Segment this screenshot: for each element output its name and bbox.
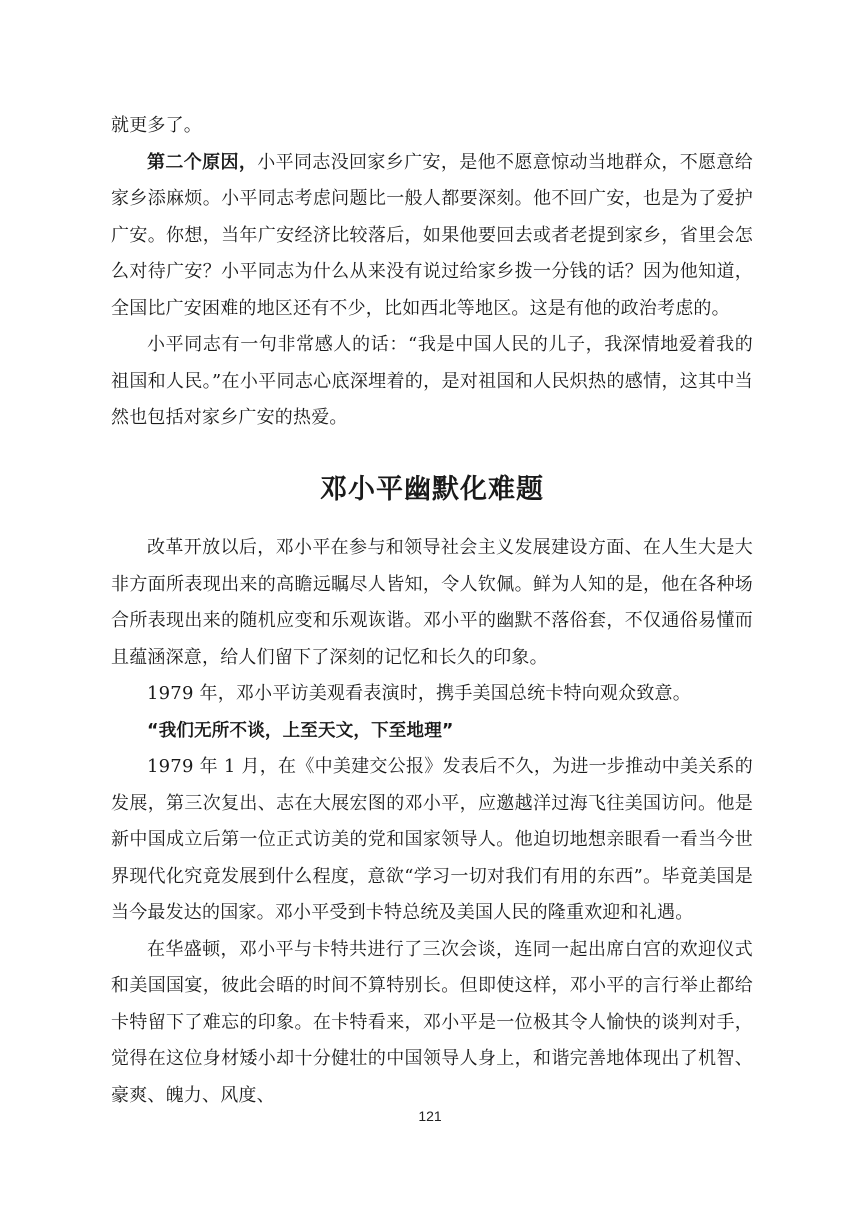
previous-section-continuation (111, 108, 753, 437)
paragraph-quote: 小平同志有一句非常感人的话：“我是中国人民的儿子，我深情地爱着我的祖国和人民。”在小平同志心底深埋着的，是对祖国和人民炽热的感情，这其中当然也包括对家乡广安的热爱。 (111, 334, 753, 428)
paragraph-photo-caption: 1979 年，邓小平访美观看表演时，携手美国总统卡特向观众致意。 (147, 683, 691, 704)
paragraph-intro: 改革开放以后，邓小平在参与和领导社会主义发展建设方面、在人生大是大非方面所表现出来的高瞻远瞩尽人皆知，令人钦佩。鲜为人知的是，他在各种场合所表现出来的随机应变和乐观诙谐。邓小平的幽默不落俗套，不仅通俗易懂而且蕴涵深意，给人们留下了深刻的记忆和长久的印象。 (111, 537, 753, 668)
paragraph-second-reason (111, 145, 753, 328)
paragraph-washington: 在华盛顿，邓小平与卡特共进行了三次会谈，连同一起出席白宫的欢迎仪式和美国国宴，彼此会晤的时间不算特别长。但即使这样，邓小平的言行举止都给卡特留下了难忘的印象。在卡特看来，邓小平是一位极其令人愉快的谈判对手，觉得在这位身材矮小却十分健壮的中国领导人身上，和谐完善地体现出了机智、豪爽、魄力、风度、 (111, 938, 753, 1106)
subheading: “我们无所不谈，上至天文，下至地理” (147, 720, 454, 741)
paragraph-lead-bold: 第二个原因， (147, 151, 258, 173)
section-title: 邓小平幽默化难题 (320, 474, 544, 505)
paragraph-continuation: 就更多了。 (111, 115, 202, 136)
paragraph-us-visit: 1979 年 1 月，在《中美建交公报》发表后不久，为进一步推动中美关系的发展，第三次复出、志在大展宏图的邓小平，应邀越洋过海飞往美国访问。他是新中国成立后第一位正式访美的党和国家领导人。他迫切地想亲眼看一看当今世界现代化究竟发展到什么程度，意欲“学习一切对我们有用的东西”。毕竟美国是当今最发达的国家。邓小平受到卡特总统及美国人民的隆重欢迎和礼遇。 (111, 756, 753, 923)
paragraph-body: 小平同志没回家乡广安，是他不愿意惊动当地群众，不愿意给家乡添麻烦。小平同志考虑问题比一般人都要深刻。他不回广安，也是为了爱护广安。你想，当年广安经济比较落后，如果他要回去或者老提到家乡，省里会怎么对待广安？小平同志为什么从来没有说过给家乡拨一分钱的话？因为他知道，全国比广安困难的地区还有不少，比如西北等地区。这是有他的政治考虑的。 (111, 151, 753, 319)
page-number: 121 (418, 1108, 442, 1124)
humor-section (111, 530, 753, 1114)
section-title-wrap (111, 472, 753, 508)
